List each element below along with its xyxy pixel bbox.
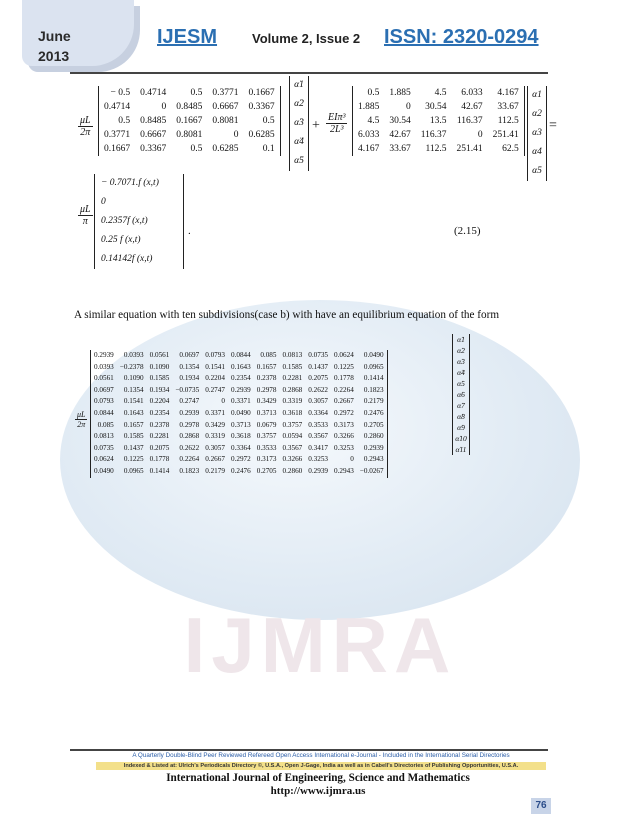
matrix-cell: 0.5 [367, 88, 380, 98]
matrix-cell: 4.5 [367, 116, 380, 126]
matrix-cell: 1.885 [389, 88, 411, 98]
matrix-cell: 0.1414 [149, 466, 170, 475]
vector-entry: α̈6 [457, 390, 465, 399]
matrix-cell: −0.0735 [175, 385, 200, 394]
matrix-cell: 0.0697 [94, 385, 114, 394]
matrix-cell: −0.2378 [119, 362, 144, 371]
matrix-row [91, 443, 387, 455]
footer-description: A Quarterly Double-Blind Peer Reviewed Refereed Open Access International e-Journal - Included in the International Serial Directories [132, 752, 510, 759]
vector-entry: α1 [532, 90, 542, 100]
matrix-cell: 0.1667 [176, 116, 203, 126]
matrix-cell: 0.2667 [205, 455, 225, 464]
vector-entry: α̈9 [457, 423, 465, 432]
matrix-row [99, 128, 280, 142]
vector-entry: α4 [532, 147, 542, 157]
eq2-coefficient [78, 204, 93, 227]
vector-entry: α̈2 [457, 346, 465, 355]
eq3-matrix [90, 350, 388, 478]
eq1-plus: + [312, 118, 320, 133]
matrix-cell: 0.0793 [205, 351, 225, 359]
matrix-cell: 0.2622 [179, 443, 200, 452]
matrix-cell: 0.2747 [179, 397, 200, 406]
matrix-cell: 0.3771 [212, 88, 239, 98]
matrix-cell: 112.5 [497, 116, 519, 126]
matrix-cell: 0.3757 [256, 432, 277, 441]
matrix-cell: 0.2939 [230, 385, 251, 394]
matrix-cell: 0.8485 [176, 102, 203, 112]
matrix-cell: 0.2354 [230, 374, 251, 383]
matrix-cell: 62.5 [502, 144, 519, 154]
matrix-cell: 0.2705 [256, 466, 277, 475]
matrix-row [91, 396, 387, 408]
footer-rule [70, 749, 548, 751]
matrix-cell: 0.2972 [334, 408, 354, 417]
matrix-cell: 0.0813 [282, 351, 303, 359]
matrix-cell: 0.3364 [230, 443, 251, 452]
matrix-cell: 0.3367 [140, 144, 167, 154]
vector-entry: α̈4 [294, 137, 304, 147]
matrix-cell: 0.3266 [282, 455, 303, 464]
matrix-cell: 0.3371 [205, 408, 225, 417]
matrix-cell: 0.0561 [94, 374, 114, 383]
matrix-cell: 0.2868 [282, 385, 303, 394]
matrix-cell: 0.2868 [179, 432, 200, 441]
matrix-cell: 0.2281 [282, 374, 303, 383]
matrix-cell: 0.2978 [256, 385, 277, 394]
matrix-cell: 0.1778 [149, 455, 170, 464]
matrix-cell: 0.1354 [123, 385, 144, 394]
matrix-cell: 0.2978 [179, 420, 200, 429]
matrix-cell: 0.3266 [334, 432, 354, 441]
matrix-cell: 0.1585 [282, 362, 303, 371]
matrix-cell: 0 [221, 397, 225, 406]
equation-number: (2.15) [454, 225, 481, 237]
matrix-cell: 0.085 [260, 351, 277, 359]
page-number: 76 [531, 798, 551, 814]
matrix-cell: 0.3173 [256, 455, 277, 464]
matrix-cell: 0.3757 [282, 420, 303, 429]
matrix-cell: 0.3771 [104, 130, 131, 140]
matrix-cell: 0.4714 [140, 88, 167, 98]
matrix-cell: 42.67 [461, 102, 483, 112]
volume-issue: Volume 2, Issue 2 [252, 31, 361, 46]
matrix-cell: 0.1090 [149, 362, 170, 371]
matrix-cell: 33.67 [389, 144, 411, 154]
matrix-cell: 112.5 [425, 144, 447, 154]
eq2-force-vector [94, 174, 184, 269]
eq1-left-den: 2π [80, 127, 91, 138]
issue-month: June [38, 28, 71, 44]
matrix-cell: 0.2860 [282, 466, 303, 475]
header-rule [70, 72, 548, 74]
eq3-coeff-num: μL [77, 410, 86, 419]
matrix-row [91, 362, 387, 374]
vector-entry: α̈7 [457, 401, 465, 410]
matrix-cell: 0.3319 [282, 397, 303, 406]
matrix-cell: 0.8081 [176, 130, 203, 140]
matrix-cell: 0.3567 [308, 432, 329, 441]
matrix-cell: 0.2075 [149, 443, 170, 452]
matrix-cell: 0.3713 [230, 420, 251, 429]
matrix-cell: 0.0793 [94, 397, 114, 406]
matrix-cell: 116.37 [456, 116, 483, 126]
matrix-cell: 0.1090 [123, 374, 144, 383]
eq1-stiffness-matrix-body [353, 86, 524, 156]
vector-entry: α2 [532, 109, 542, 119]
footer-journal-name: International Journal of Engineering, Science and Mathematics [166, 772, 470, 784]
matrix-cell: 0.2264 [179, 455, 200, 464]
matrix-cell: 0.2705 [363, 420, 384, 429]
matrix-cell: 0.1823 [179, 466, 200, 475]
matrix-row [353, 86, 524, 100]
ijmra-watermark: IJMRA [183, 601, 457, 689]
matrix-cell: 0.2747 [205, 385, 225, 394]
matrix-cell: 0.3057 [205, 443, 225, 452]
matrix-cell: 0.0844 [230, 351, 251, 359]
matrix-cell: 0.8081 [212, 116, 239, 126]
matrix-cell: 4.167 [358, 144, 380, 154]
matrix-cell: 42.67 [389, 130, 411, 140]
matrix-cell: 0 [477, 130, 483, 140]
matrix-cell: 0.2860 [363, 432, 384, 441]
matrix-cell: 33.67 [497, 102, 519, 112]
matrix-cell: 0.1437 [123, 443, 144, 452]
matrix-cell: 6.033 [461, 88, 483, 98]
matrix-cell: 0.3429 [256, 397, 277, 406]
matrix-cell: 0.3367 [248, 102, 275, 112]
matrix-cell: 0.5 [190, 88, 203, 98]
matrix-row [91, 431, 387, 443]
matrix-cell: 0.4714 [104, 102, 131, 112]
matrix-cell: 0.0490 [230, 408, 251, 417]
vector-entry: 0.2357f (x,t) [101, 216, 148, 226]
matrix-row [99, 142, 280, 156]
matrix-cell: 0.6285 [248, 130, 275, 140]
matrix-cell: 116.37 [420, 130, 447, 140]
matrix-cell: 0.1643 [123, 408, 144, 417]
eq3-matrix-body [91, 350, 387, 478]
matrix-cell: −0.0267 [359, 466, 384, 475]
eq1-acceleration-vector [289, 76, 309, 171]
matrix-cell: 0.3567 [282, 443, 303, 452]
matrix-cell: 0.0624 [334, 351, 354, 359]
matrix-cell: 0.6667 [212, 102, 239, 112]
vector-entry: − 0.7071.f (x,t) [101, 178, 159, 188]
matrix-cell: 0.1354 [179, 362, 200, 371]
matrix-cell: 0.1541 [205, 362, 225, 371]
journal-abbreviation[interactable]: IJESM [157, 26, 218, 48]
vector-entry: α̈1 [457, 335, 465, 344]
matrix-cell: 0.0679 [256, 420, 277, 429]
matrix-cell: 0.1437 [308, 362, 329, 371]
matrix-cell: 0.0844 [94, 408, 114, 417]
matrix-cell: 0.2939 [94, 351, 114, 359]
matrix-cell: 251.41 [492, 130, 519, 140]
issue-date [38, 26, 71, 66]
vector-entry: 0.25 f (x,t) [101, 235, 141, 245]
matrix-cell: 0.6285 [212, 144, 239, 154]
matrix-cell: 0.2264 [334, 385, 354, 394]
matrix-cell: 0.3173 [334, 420, 354, 429]
footer-indexing: Indexed & Listed at: Ulrich's Periodicals Directory ©, U.S.A., Open J-Gage, India as well as in Cabell's Directories of Publishing Opportunities, U.S.A. [96, 762, 546, 770]
matrix-cell: 0.1541 [123, 397, 144, 406]
matrix-cell: 0 [406, 102, 411, 112]
matrix-cell: 0.0393 [123, 351, 144, 359]
matrix-cell: 0.0561 [149, 351, 170, 359]
matrix-cell: 0.1823 [363, 385, 384, 394]
matrix-row [91, 420, 387, 432]
matrix-row [91, 350, 387, 362]
vector-entry: 0 [101, 197, 106, 207]
matrix-cell: 0.1585 [149, 374, 170, 383]
matrix-cell: 0.2378 [256, 374, 277, 383]
matrix-cell: 0.3057 [308, 397, 329, 406]
matrix-cell: 0.1657 [123, 420, 144, 429]
matrix-cell: 6.033 [358, 130, 380, 140]
matrix-cell: 0 [233, 130, 239, 140]
matrix-row [91, 466, 387, 478]
matrix-cell: 0.1934 [179, 374, 200, 383]
matrix-cell: 0.3319 [205, 432, 225, 441]
matrix-cell: 0.2179 [363, 397, 384, 406]
matrix-cell: 0.2281 [149, 432, 170, 441]
matrix-cell: − 0.5 [110, 88, 131, 98]
eq2-coeff-num: μL [80, 204, 91, 215]
matrix-cell: 0 [161, 102, 167, 112]
matrix-cell: 0.1667 [248, 88, 275, 98]
matrix-cell: 0.2179 [205, 466, 225, 475]
matrix-cell: 0.5 [190, 144, 203, 154]
matrix-cell: 0.1 [262, 144, 275, 154]
vector-entry: α̈4 [457, 368, 465, 377]
eq1-equals: = [549, 118, 557, 133]
matrix-cell: 0.3533 [256, 443, 277, 452]
matrix-cell: 0.3618 [282, 408, 303, 417]
matrix-cell: 0.2204 [205, 374, 225, 383]
matrix-cell: 0.0965 [123, 466, 144, 475]
matrix-cell: 0.2943 [363, 455, 384, 464]
vector-entry: α̈1 [294, 80, 304, 90]
matrix-cell: 0.2939 [308, 466, 329, 475]
matrix-cell: 0.1414 [363, 374, 384, 383]
matrix-cell: 0.0697 [179, 351, 200, 359]
body-paragraph: A similar equation with ten subdivisions(case b) with have an equilibrium equation of the form [74, 309, 500, 321]
eq1-right-den: 2L³ [329, 124, 344, 135]
matrix-row [353, 128, 524, 142]
vector-entry: α̈5 [294, 156, 304, 166]
vector-entry: α̈5 [457, 379, 465, 388]
footer-url[interactable]: http://www.ijmra.us [270, 785, 366, 797]
matrix-cell: 4.167 [497, 88, 519, 98]
matrix-cell: 0.2939 [179, 408, 200, 417]
matrix-cell: 0.2476 [363, 408, 384, 417]
eq1-mass-matrix-body [99, 86, 280, 156]
matrix-row [91, 385, 387, 397]
eq1-right-coefficient [326, 112, 347, 135]
matrix-cell: 0.3371 [230, 397, 251, 406]
issue-year: 2013 [38, 48, 70, 64]
eq2-coeff-den: π [82, 216, 88, 227]
matrix-cell: 0.1643 [230, 362, 251, 371]
matrix-row [353, 114, 524, 128]
matrix-cell: 0.0965 [363, 362, 384, 371]
eq3-coeff-den: 2π [77, 420, 86, 429]
eq1-left-coefficient [78, 115, 93, 138]
matrix-cell: 0.3417 [308, 443, 329, 452]
matrix-cell: 0.0735 [94, 443, 114, 452]
matrix-cell: 0.0490 [363, 351, 384, 359]
matrix-cell: 251.41 [456, 144, 483, 154]
matrix-cell: 0.1934 [149, 385, 170, 394]
matrix-cell: 0.1667 [104, 144, 131, 154]
matrix-cell: 1.885 [358, 102, 380, 112]
matrix-cell: 0.3713 [256, 408, 277, 417]
vector-entry: α̈10 [455, 434, 467, 443]
matrix-cell: 13.5 [429, 116, 447, 126]
matrix-row [91, 454, 387, 466]
matrix-cell: 0.2972 [230, 455, 251, 464]
eq1-stiffness-matrix [352, 86, 525, 156]
eq2-trailing-period: . [188, 225, 191, 237]
matrix-cell: 0.1778 [334, 374, 354, 383]
vector-entry: 0.14142f (x,t) [101, 254, 153, 264]
matrix-cell: 0.0813 [94, 432, 114, 441]
eq3-acceleration-vector [452, 334, 470, 455]
matrix-cell: 0.2075 [308, 374, 329, 383]
matrix-cell: 0.1225 [334, 362, 354, 371]
eq1-alpha-vector [527, 86, 547, 181]
matrix-cell: 0.2204 [149, 397, 170, 406]
matrix-cell: 0.1225 [123, 455, 144, 464]
matrix-row [91, 408, 387, 420]
vector-entry: α̈8 [457, 412, 465, 421]
vector-entry: α3 [532, 128, 542, 138]
vector-entry: α̈11 [455, 445, 467, 454]
vector-entry: α5 [532, 166, 542, 176]
matrix-cell: 0.0735 [308, 351, 329, 359]
matrix-cell: 0.2476 [230, 466, 251, 475]
vector-entry: α̈2 [294, 99, 304, 109]
matrix-cell: 0.2939 [363, 443, 384, 452]
matrix-cell: 0.0393 [94, 362, 114, 371]
matrix-cell: 0.3364 [308, 408, 329, 417]
eq1-right-num: EIπ³ [328, 112, 346, 123]
matrix-cell: 0.1585 [123, 432, 144, 441]
matrix-cell: 0.2622 [308, 385, 329, 394]
eq1-mass-matrix [98, 86, 281, 156]
matrix-cell: 0.3429 [205, 420, 225, 429]
matrix-cell: 0.2354 [149, 408, 170, 417]
matrix-row [99, 114, 280, 128]
eq3-coefficient [75, 410, 87, 429]
matrix-row [91, 373, 387, 385]
matrix-cell: 0.1657 [256, 362, 277, 371]
matrix-cell: 0.5 [118, 116, 131, 126]
matrix-cell: 30.54 [425, 102, 447, 112]
issn-label[interactable]: ISSN: 2320-0294 [384, 26, 539, 48]
matrix-cell: 0.5 [262, 116, 275, 126]
matrix-cell: 0.3253 [334, 443, 354, 452]
matrix-cell: 4.5 [434, 88, 447, 98]
matrix-cell: 0 [350, 455, 354, 464]
matrix-cell: 0.0594 [282, 432, 303, 441]
matrix-cell: 0.3253 [308, 455, 329, 464]
matrix-cell: 0.6667 [140, 130, 167, 140]
matrix-cell: 0.2943 [334, 466, 354, 475]
matrix-row [353, 100, 524, 114]
matrix-cell: 0.3533 [308, 420, 329, 429]
eq1-left-num: μL [80, 115, 91, 126]
vector-entry: α̈3 [457, 357, 465, 366]
matrix-cell: 30.54 [389, 116, 411, 126]
matrix-row [99, 86, 280, 100]
matrix-cell: 0.2667 [334, 397, 354, 406]
matrix-cell: 0.2378 [149, 420, 170, 429]
matrix-cell: 0.0490 [94, 466, 114, 475]
matrix-cell: 0.8485 [140, 116, 167, 126]
matrix-cell: 0.085 [97, 420, 114, 429]
matrix-cell: 0.3618 [230, 432, 251, 441]
matrix-row [99, 100, 280, 114]
vector-entry: α̈3 [294, 118, 304, 128]
matrix-row [353, 142, 524, 156]
matrix-cell: 0.0624 [94, 455, 114, 464]
